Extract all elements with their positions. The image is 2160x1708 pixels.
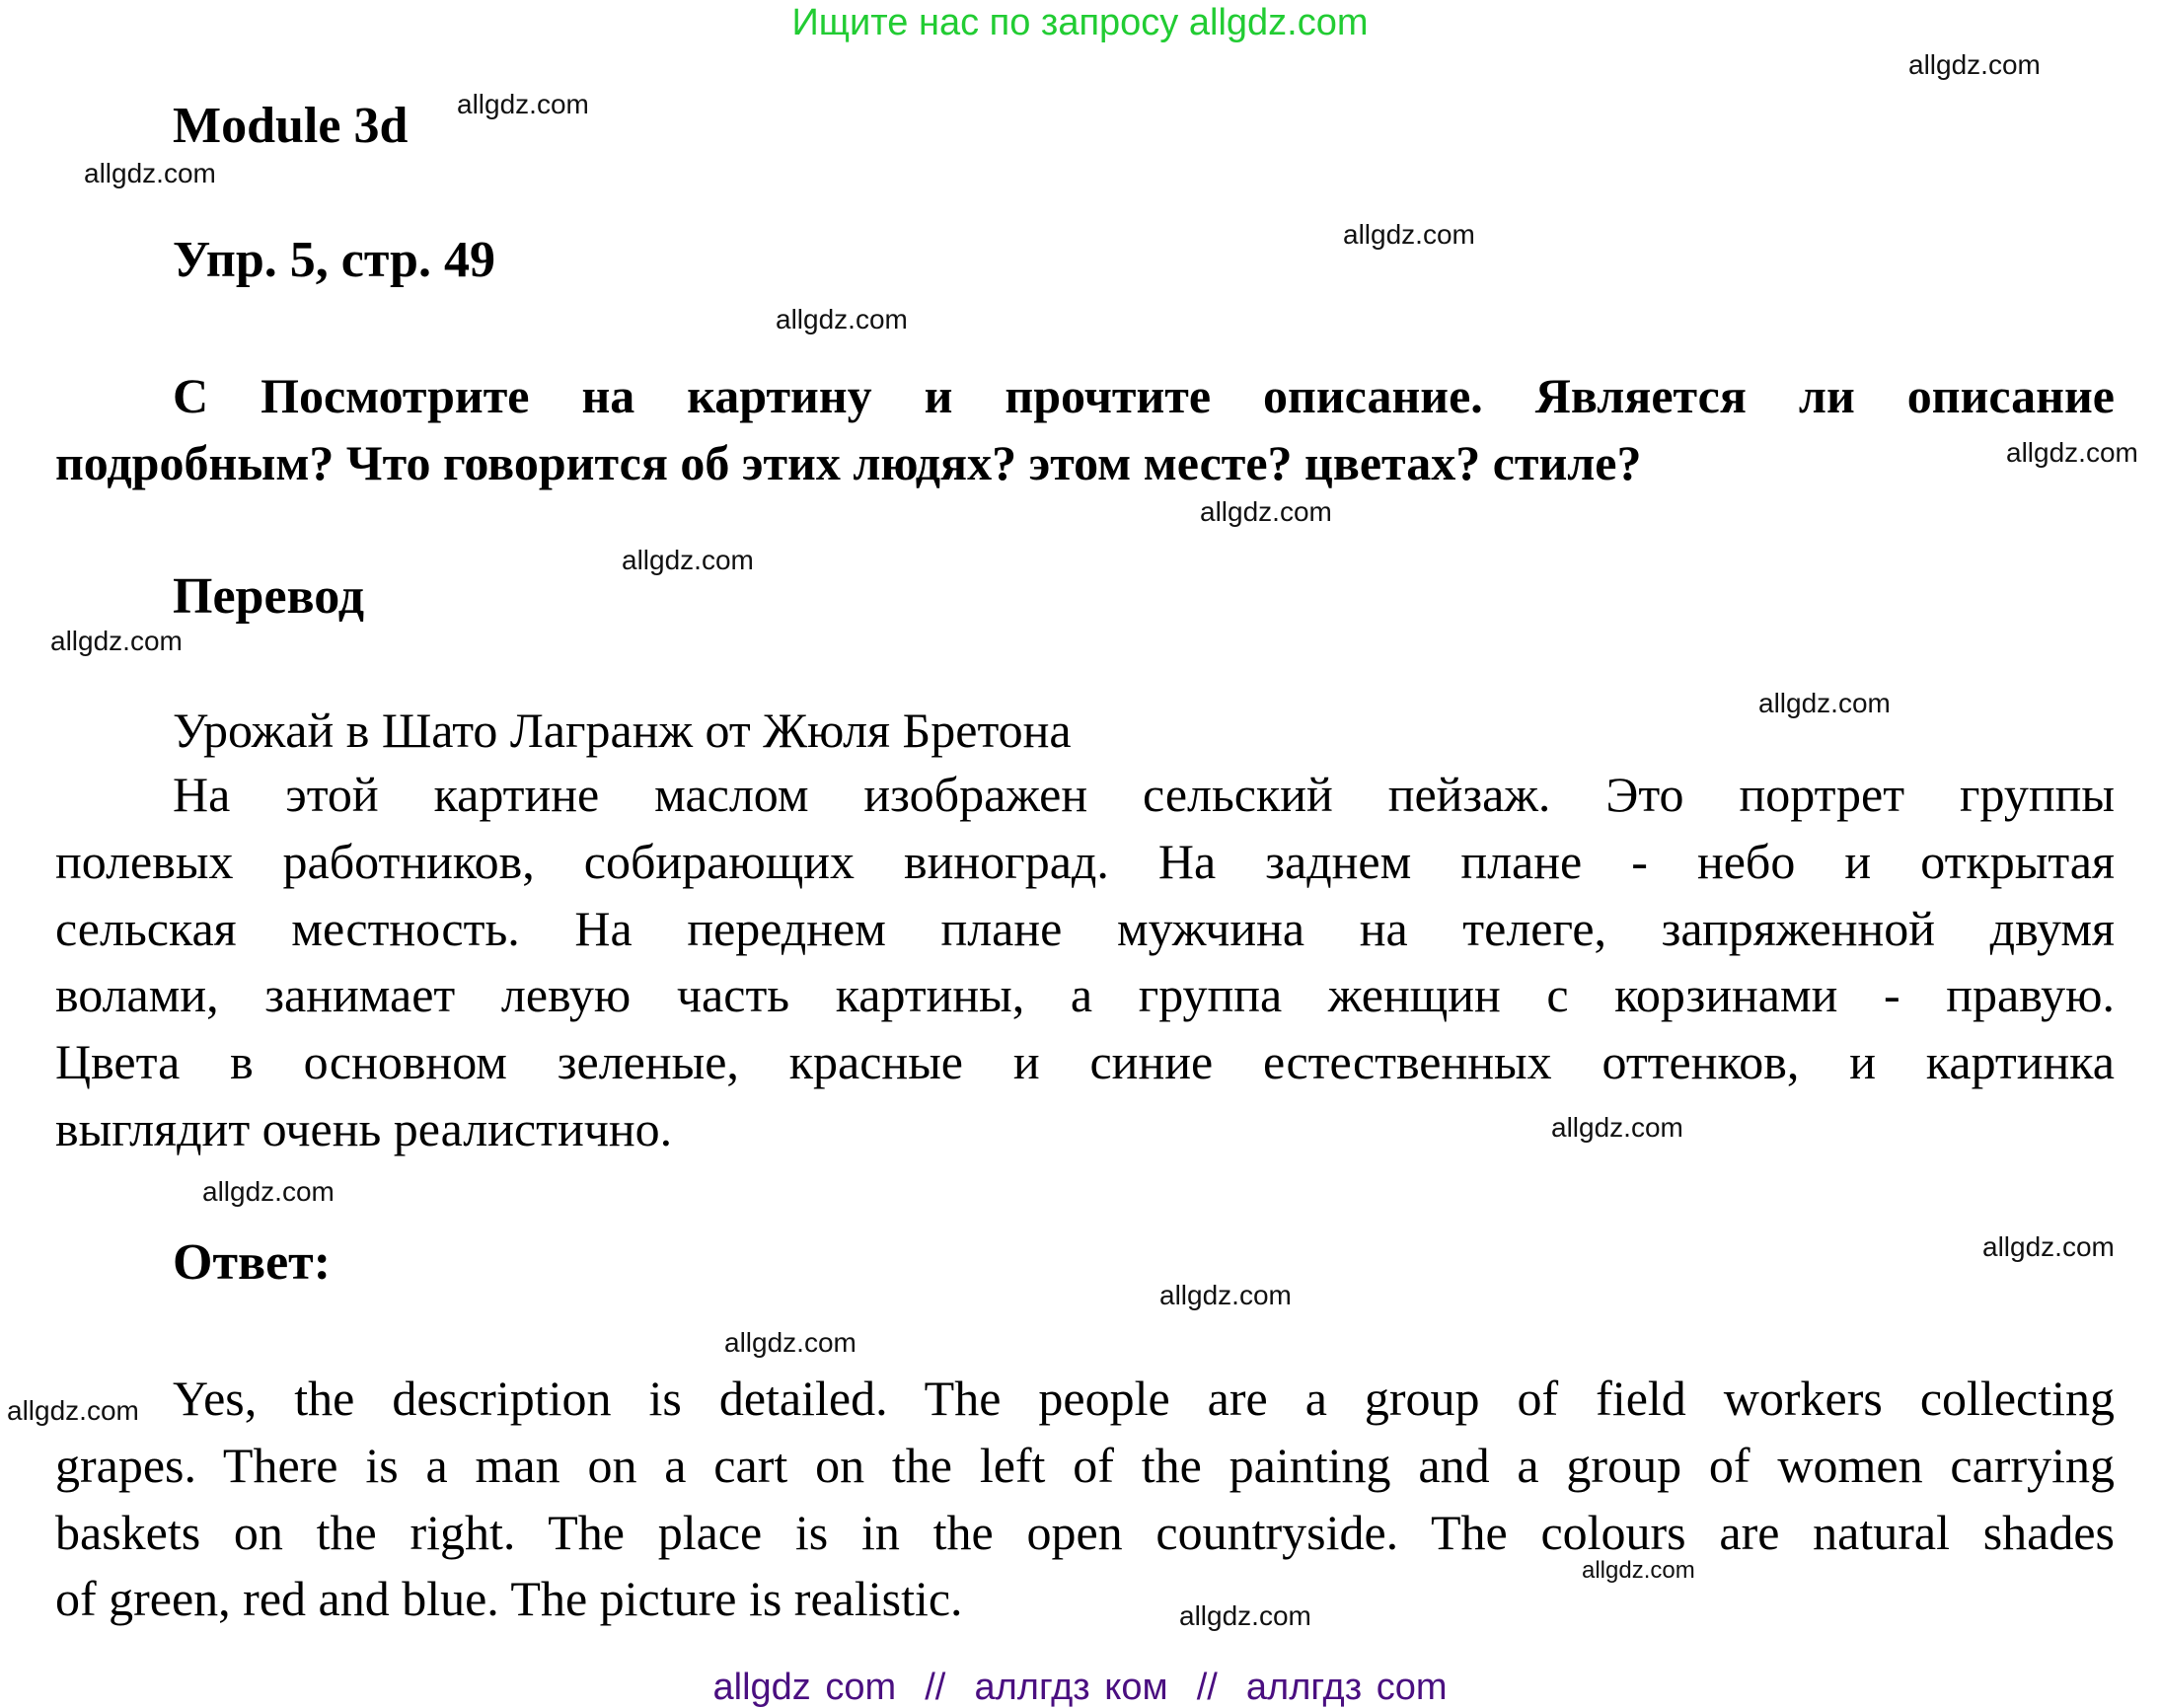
answer-paragraph (55, 1366, 2115, 1633)
watermark: allgdz.com (7, 1395, 139, 1426)
exercise-label: Упр. 5, стр. 49 (173, 232, 495, 288)
translation-line: выглядит очень реалистично. (55, 1100, 673, 1156)
watermark: allgdz.com (776, 304, 908, 334)
answer-line: of green, red and blue. The picture is realistic. (55, 1571, 963, 1627)
watermark: allgdz.com (1758, 688, 1891, 718)
watermark: allgdz.com (202, 1176, 335, 1207)
translation-line: полевых работников, собирающих виноград. На заднем плане - небо и открытая (55, 833, 2115, 889)
footer-banner (0, 1667, 2160, 1708)
translation-paragraph (55, 762, 2115, 1163)
answer-line: Yes, the description is detailed. The people are a group of field workers collecting (173, 1371, 2115, 1426)
module-title: Module 3d (173, 98, 409, 154)
watermark: allgdz.com (1982, 1231, 2115, 1262)
translation-heading: Перевод (173, 568, 365, 625)
watermark: allgdz.com (622, 545, 754, 575)
footer-text: allgdz com // аллгдз ком // аллгдз com (712, 1667, 1448, 1708)
watermark: allgdz.com (724, 1327, 857, 1358)
answer-line: baskets on the right. The place is in the open countryside. The colours are natural shades (55, 1504, 2115, 1560)
watermark: allgdz.com (1179, 1600, 1311, 1631)
watermark: allgdz.com (457, 89, 589, 119)
translation-line: сельская местность. На переднем плане мужчина на телеге, запряженной двумя (55, 900, 2115, 956)
task-question (55, 363, 2115, 497)
watermark: allgdz.com (1343, 219, 1475, 250)
search-banner: Ищите нас по запросу allgdz.com (791, 2, 1369, 43)
answer-heading: Ответ: (173, 1234, 332, 1291)
translation-line: волами, занимает левую часть картины, а группа женщин с корзинами - правую. (55, 967, 2115, 1023)
translation-line: На этой картине маслом изображен сельский пейзаж. Это портрет группы (173, 767, 2115, 822)
watermark: allgdz.com (1159, 1280, 1292, 1310)
watermark: allgdz.com (50, 626, 183, 656)
watermark: allgdz.com (84, 158, 216, 188)
task-line: С Посмотрите на картину и прочтите описание. Является ли описание (173, 368, 2115, 423)
translation-line: Цвета в основном зеленые, красные и синие естественных оттенков, и картинка (55, 1034, 2115, 1090)
watermark: allgdz.com (1908, 49, 2041, 80)
task-line: подробным? Что говорится об этих людях? этом месте? цветах? стиле? (55, 434, 1642, 490)
watermark: allgdz.com (2006, 437, 2138, 468)
painting-title: Урожай в Шато Лагранж от Жюля Бретона (173, 703, 1072, 758)
watermark: allgdz.com (1582, 1557, 1695, 1584)
answer-line: grapes. There is a man on a cart on the left of the painting and a group of women carrying (55, 1437, 2115, 1493)
watermark: allgdz.com (1551, 1112, 1683, 1143)
watermark: allgdz.com (1200, 496, 1332, 527)
